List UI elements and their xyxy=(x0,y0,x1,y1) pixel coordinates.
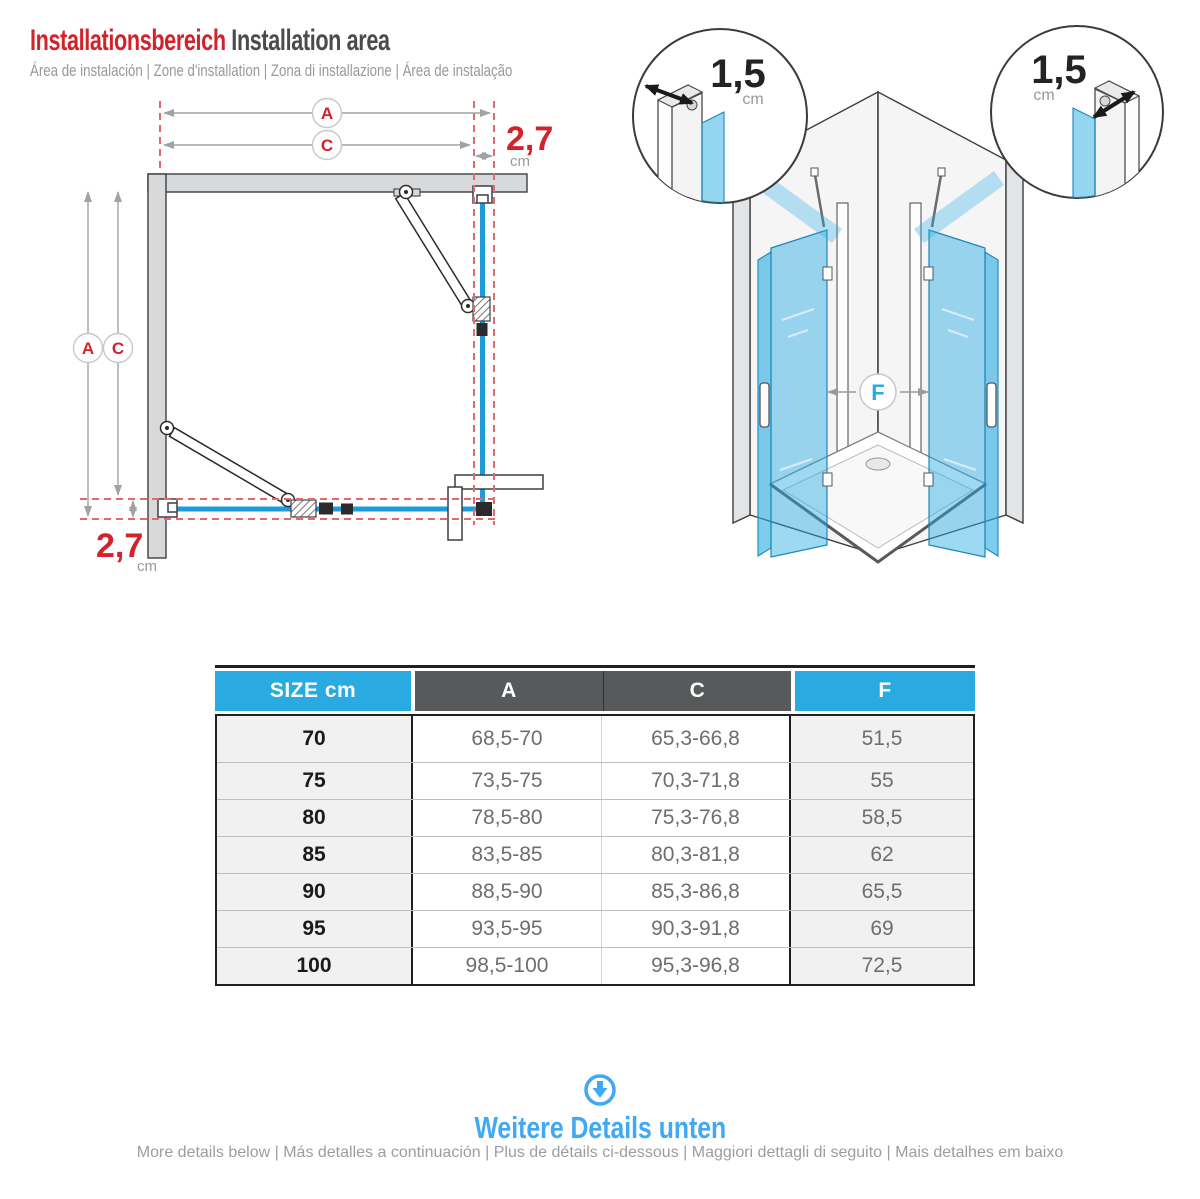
cell-c: 85,3-86,8 xyxy=(601,874,789,910)
cell-size: 95 xyxy=(217,911,413,947)
table-row xyxy=(217,910,973,947)
offset-bottom-value: 2,7 xyxy=(96,527,144,565)
cell-a: 83,5-85 xyxy=(413,837,601,873)
plan-door-arm-bottom xyxy=(161,422,295,507)
detail-left-value: 1,5 xyxy=(710,52,766,96)
column-header-size: SIZE cm xyxy=(215,671,411,711)
iso-door-handle-right xyxy=(987,383,996,427)
footer-translations: More details below | Más detalles a continuación | Plus de détails ci-dessous | Maggiori dettagli di seguito | Mais detalhes em baixo xyxy=(136,1144,1064,1161)
table-header-row xyxy=(215,671,975,711)
cell-size: 75 xyxy=(217,763,413,799)
cell-c: 70,3-71,8 xyxy=(601,763,789,799)
cell-f: 65,5 xyxy=(789,874,973,910)
cell-c: 75,3-76,8 xyxy=(601,800,789,836)
cell-f: 58,5 xyxy=(789,800,973,836)
plan-dashed-boundaries xyxy=(80,101,500,525)
detail-left-unit: cm xyxy=(742,91,764,108)
cell-c: 90,3-91,8 xyxy=(601,911,789,947)
plan-view-diagram xyxy=(60,85,580,590)
cell-f: 55 xyxy=(789,763,973,799)
cell-f: 62 xyxy=(789,837,973,873)
title-german: Installationsbereich xyxy=(30,24,226,57)
cell-c: 95,3-96,8 xyxy=(601,948,789,984)
column-header-f: F xyxy=(795,671,975,711)
page-header xyxy=(30,24,648,81)
detail-right-value: 1,5 xyxy=(1031,48,1087,92)
plan-wall-brackets xyxy=(158,186,492,517)
cell-c: 65,3-66,8 xyxy=(601,716,789,762)
table-row xyxy=(217,873,973,910)
page-title xyxy=(30,24,475,58)
offset-bottom-unit: cm xyxy=(137,558,157,575)
offset-top-unit: cm xyxy=(510,153,530,170)
table-top-rule xyxy=(215,665,975,668)
plan-door-arm-top xyxy=(394,186,475,313)
label-c-left: C xyxy=(111,339,125,358)
cell-a: 93,5-95 xyxy=(413,911,601,947)
plan-door-handles xyxy=(448,475,543,540)
cell-f: 69 xyxy=(789,911,973,947)
cell-f: 51,5 xyxy=(789,716,973,762)
cell-size: 70 xyxy=(217,716,413,762)
cell-f: 72,5 xyxy=(789,948,973,984)
table-row xyxy=(217,947,973,984)
cell-a: 88,5-90 xyxy=(413,874,601,910)
label-c-top: C xyxy=(320,136,334,155)
table-body xyxy=(215,714,975,986)
iso-door-handle-left xyxy=(760,383,769,427)
table-row xyxy=(217,716,973,762)
cell-size: 90 xyxy=(217,874,413,910)
label-a-top: A xyxy=(320,104,334,123)
detail-right-unit: cm xyxy=(1033,87,1055,104)
cell-a: 73,5-75 xyxy=(413,763,601,799)
offset-top-value: 2,7 xyxy=(506,120,554,158)
cell-a: 98,5-100 xyxy=(413,948,601,984)
cell-a: 78,5-80 xyxy=(413,800,601,836)
label-a-left: A xyxy=(81,339,95,358)
cell-size: 100 xyxy=(217,948,413,984)
cell-size: 80 xyxy=(217,800,413,836)
column-header-a: A xyxy=(415,671,603,711)
table-row xyxy=(217,799,973,836)
cell-c: 80,3-81,8 xyxy=(601,837,789,873)
plan-walls xyxy=(148,174,527,558)
download-icon xyxy=(583,1073,617,1107)
footer-headline: Weitere Details unten xyxy=(474,1110,726,1145)
label-f: F xyxy=(871,380,885,405)
column-header-c: C xyxy=(603,671,791,711)
table-row xyxy=(217,836,973,873)
table-row xyxy=(217,762,973,799)
title-translations: Área de instalación | Zone d'installation | Zona di installazione | Área de instalação xyxy=(30,61,513,80)
cell-size: 85 xyxy=(217,837,413,873)
iso-view-diagram xyxy=(610,15,1190,665)
title-english: Installation area xyxy=(231,24,390,57)
size-table xyxy=(215,665,975,986)
cell-a: 68,5-70 xyxy=(413,716,601,762)
